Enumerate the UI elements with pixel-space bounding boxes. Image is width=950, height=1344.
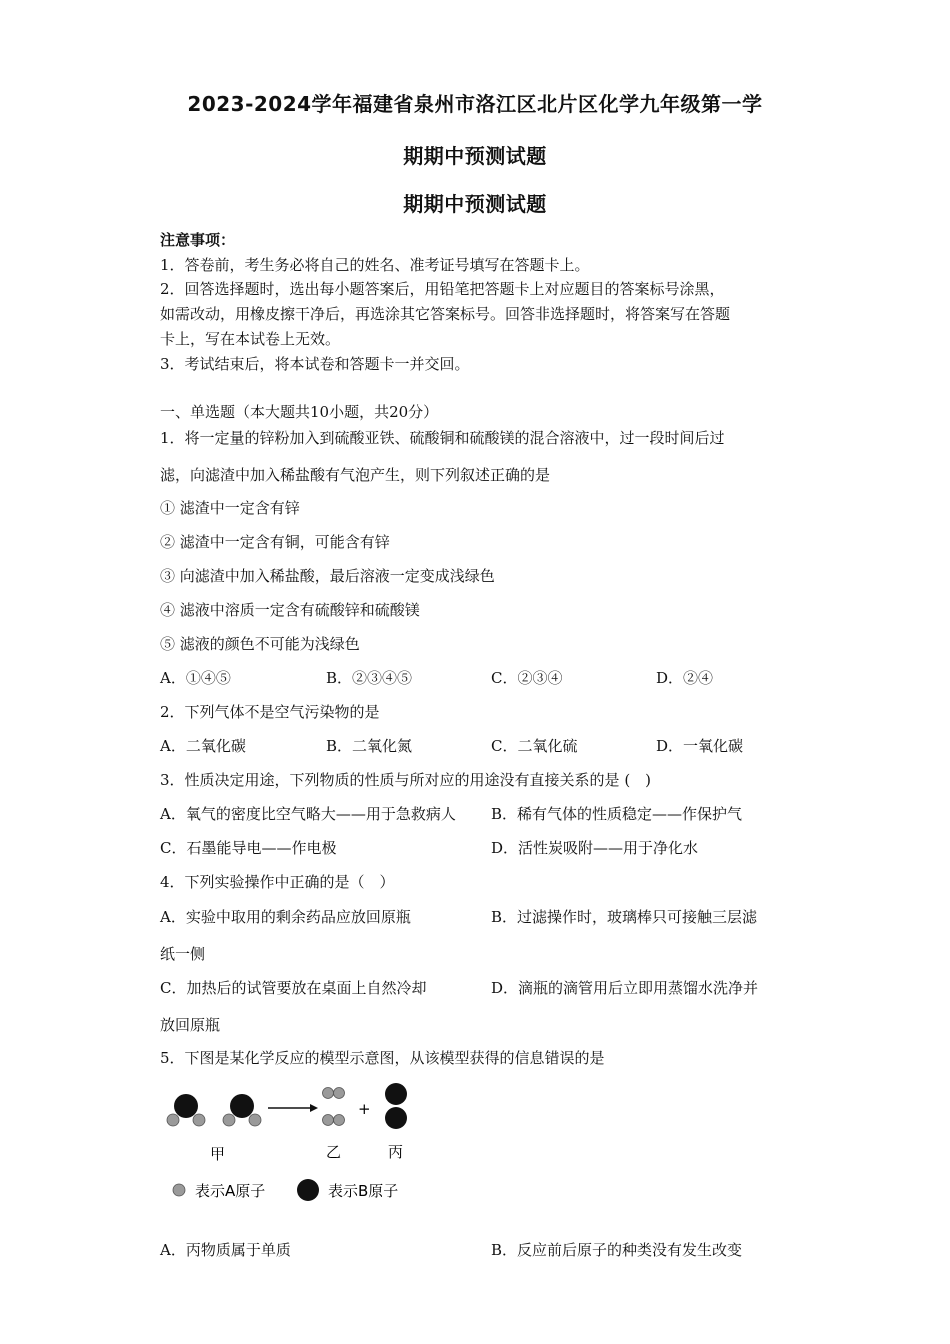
- q5-option-b: B．反应前后原子的种类没有发生改变: [491, 1241, 743, 1259]
- q3-option-a: A．氧气的密度比空气略大——用于急救病人: [160, 805, 456, 823]
- q1-statement: ② 滤渣中一定含有铜，可能含有锌: [160, 533, 390, 551]
- legend-a-label: 表示A原子: [195, 1182, 266, 1200]
- q4-option-b-continued: 纸一侧: [160, 945, 206, 963]
- q4-option-d: D．滴瓶的滴管用后立即用蒸馏水洗净并: [491, 979, 759, 997]
- q4-option-c: C．加热后的试管要放在桌面上自然冷却: [160, 979, 427, 997]
- notice-item: 1．答卷前，考生务必将自己的姓名、准考证号填写在答题卡上。: [160, 256, 590, 274]
- q4-option-b: B．过滤操作时，玻璃棒只可接触三层滤: [491, 908, 758, 926]
- q4-stem: 4．下列实验操作中正确的是（ ）: [160, 873, 395, 891]
- q1-statement: ④ 滤液中溶质一定含有硫酸锌和硫酸镁: [160, 601, 420, 619]
- atom-b: [230, 1094, 254, 1118]
- legend-atom-b-icon: [297, 1179, 319, 1201]
- molecule-jia-1: [167, 1094, 205, 1126]
- legend-atom-a-icon: [173, 1184, 185, 1196]
- notice-heading: 注意事项：: [160, 231, 236, 249]
- reaction-model-diagram: [160, 1078, 440, 1208]
- atom-a: [249, 1114, 261, 1126]
- notice-item: 卡上，写在本试卷上无效。: [160, 330, 341, 348]
- exam-title-line3: 期期中预测试题: [403, 192, 547, 216]
- q2-option-d: D．一氧化碳: [656, 737, 744, 755]
- q5-option-a: A．丙物质属于单质: [160, 1241, 291, 1259]
- q4-option-a: A．实验中取用的剩余药品应放回原瓶: [160, 908, 411, 926]
- q3-option-b: B．稀有气体的性质稳定——作保护气: [491, 805, 743, 823]
- label-bing: 丙: [388, 1143, 404, 1161]
- molecule-jia-2: [223, 1094, 261, 1126]
- q1-statement: ③ 向滤渣中加入稀盐酸，最后溶液一定变成浅绿色: [160, 567, 495, 585]
- q1-statement: ⑤ 滤液的颜色不可能为浅绿色: [160, 635, 360, 653]
- exam-title-line1: 2023-2024学年福建省泉州市洛江区北片区化学九年级第一学: [187, 92, 763, 116]
- atom-a: [223, 1114, 235, 1126]
- molecule-bing: [385, 1083, 407, 1129]
- q4-option-d-continued: 放回原瓶: [160, 1016, 221, 1034]
- q3-stem: 3．性质决定用途，下列物质的性质与所对应的用途没有直接关系的是 ( ): [160, 771, 652, 789]
- q5-stem: 5．下图是某化学反应的模型示意图，从该模型获得的信息错误的是: [160, 1049, 605, 1067]
- plus-sign: +: [358, 1100, 371, 1118]
- molecule-yi-2: [323, 1115, 345, 1126]
- atom-a: [193, 1114, 205, 1126]
- q1-option-d: D．②④: [656, 669, 714, 687]
- notice-item: 3．考试结束后，将本试卷和答题卡一并交回。: [160, 355, 470, 373]
- notice-item: 如需改动，用橡皮擦干净后，再选涂其它答案标号。回答非选择题时，将答案写在答题: [160, 305, 731, 323]
- q1-option-b: B．②③④⑤: [326, 669, 413, 687]
- molecule-yi-1: [323, 1088, 345, 1099]
- label-yi: 乙: [326, 1143, 342, 1161]
- legend-b-label: 表示B原子: [328, 1182, 399, 1200]
- q2-option-b: B．二氧化氮: [326, 737, 413, 755]
- q1-stem: 滤，向滤渣中加入稀盐酸有气泡产生，则下列叙述正确的是: [160, 466, 551, 484]
- q1-option-a: A．①④⑤: [160, 669, 231, 687]
- q2-stem: 2．下列气体不是空气污染物的是: [160, 703, 380, 721]
- q2-option-c: C．二氧化硫: [491, 737, 578, 755]
- atom-a: [167, 1114, 179, 1126]
- q3-option-d: D．活性炭吸附——用于净化水: [491, 839, 699, 857]
- q3-option-c: C．石墨能导电——作电极: [160, 839, 337, 857]
- label-jia: 甲: [210, 1145, 226, 1163]
- exam-title-line2: 期期中预测试题: [403, 144, 547, 168]
- atom-b: [174, 1094, 198, 1118]
- notice-item: 2．回答选择题时，选出每小题答案后，用铅笔把答题卡上对应题目的答案标号涂黑，: [160, 280, 725, 298]
- reaction-arrow-icon: [268, 1104, 318, 1112]
- q2-option-a: A．二氧化碳: [160, 737, 246, 755]
- q1-option-c: C．②③④: [491, 669, 563, 687]
- section-heading: 一、单选题（本大题共10小题，共20分）: [160, 403, 439, 421]
- q1-stem: 1．将一定量的锌粉加入到硫酸亚铁、硫酸铜和硫酸镁的混合溶液中，过一段时间后过: [160, 429, 725, 447]
- q1-statement: ① 滤渣中一定含有锌: [160, 499, 300, 517]
